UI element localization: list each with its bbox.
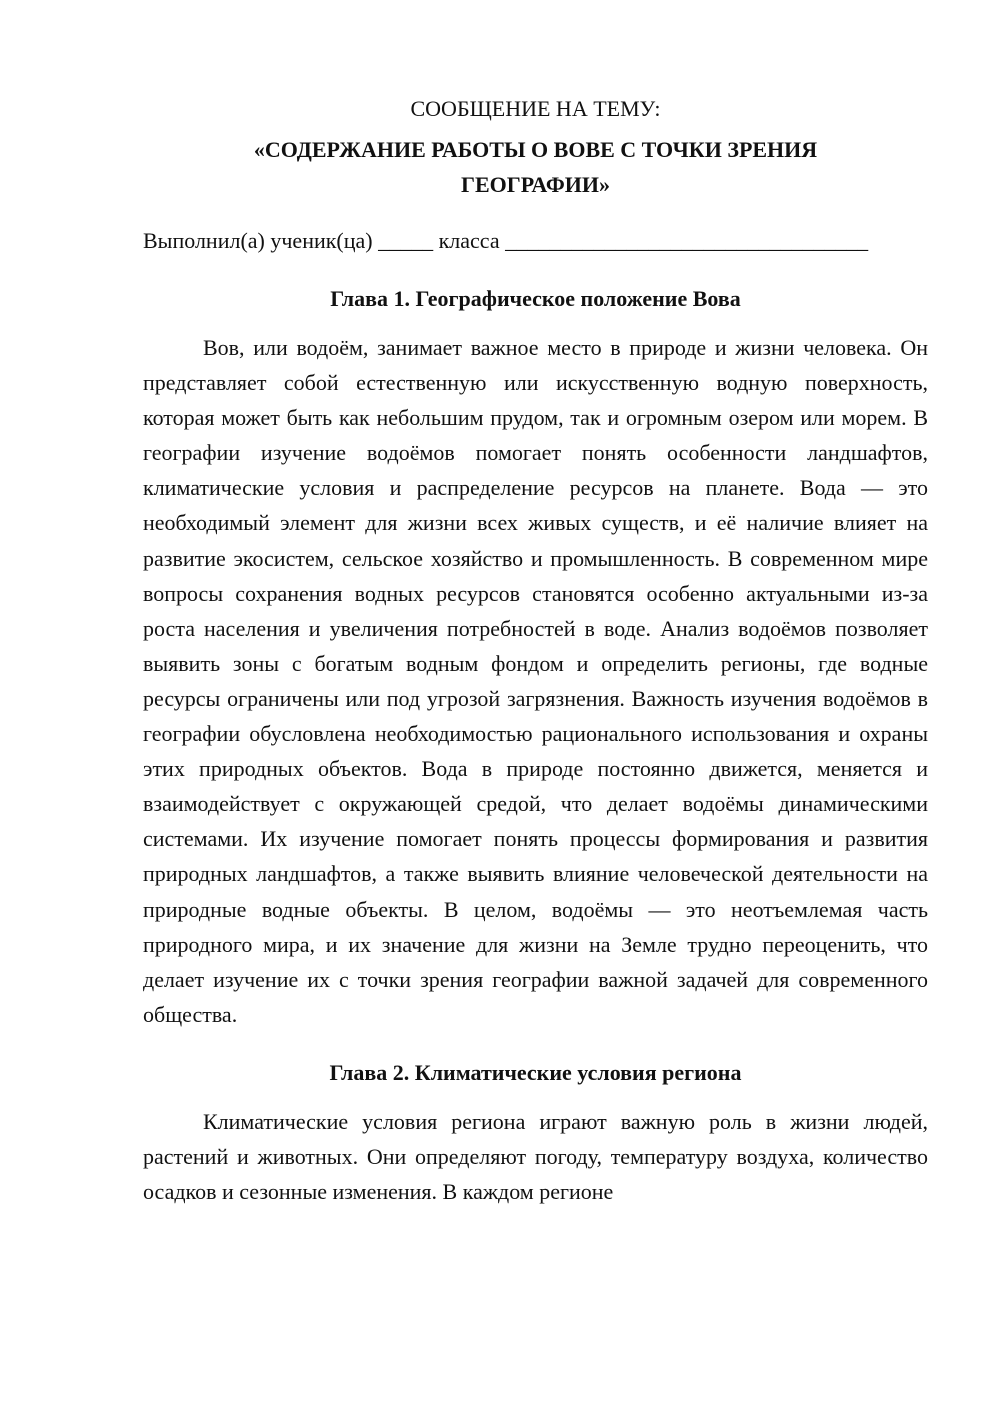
author-line: Выполнил(а) ученик(ца) _____ класса _________________________________ <box>143 228 869 253</box>
chapter-1-heading: Глава 1. Географическое положение Вова <box>330 286 741 311</box>
topic-label: СООБЩЕНИЕ НА ТЕМУ: <box>410 96 661 121</box>
document-page <box>143 92 928 1209</box>
chapter-2-heading: Глава 2. Климатические условия региона <box>329 1059 742 1085</box>
chapter-1-paragraph: Вов, или водоём, занимает важное место в природе и жизни человека. Он представляет собой естественную или искусственную водную поверхность, которая может быть как небольшим прудом, так и огромным озером или морем. В географии изучение водоёмов помогает понять особенности ландшафтов, климатические условия и распределение ресурсов на планете. Вода — это необходимый элемент для жизни всех живых существ, и её наличие влияет на развитие экосистем, сельское хозяйство и промышленность. В современном мире вопросы сохранения водных ресурсов становятся особенно актуальными из-за роста населения и увеличения потребностей в воде. Анализ водоёмов позволяет выявить зоны с богатым водным фондом и определить регионы, где водные ресурсы ограничены или под угрозой загрязнения. Важность изучения водоёмов в географии обусловлена необходимостью рационального использования и охраны этих природных объектов. Вода в природе постоянно движется, меняется и взаимодействует с окружающей средой, что делает водоёмы динамическими системами. Их изучение помогает понять процессы формирования и развития природных ландшафтов, а также выявить влияние человеческой деятельности на природные водные объекты. В целом, водоёмы — это неотъемлемая часть природного мира, и их значение для жизни на Земле трудно переоценить, что делает изучение их с точки зрения географии важной задачей для современного общества. <box>143 335 928 1027</box>
document-title: «СОДЕРЖАНИЕ РАБОТЫ О ВОВЕ С ТОЧКИ ЗРЕНИЯ ГЕОГРАФИИ» <box>253 137 818 197</box>
chapter-2-paragraph: Климатические условия региона играют важную роль в жизни людей, растений и животных. Они определяют погоду, температуру воздуха, количество осадков и сезонные изменения. В каждом регионе <box>143 1108 928 1205</box>
